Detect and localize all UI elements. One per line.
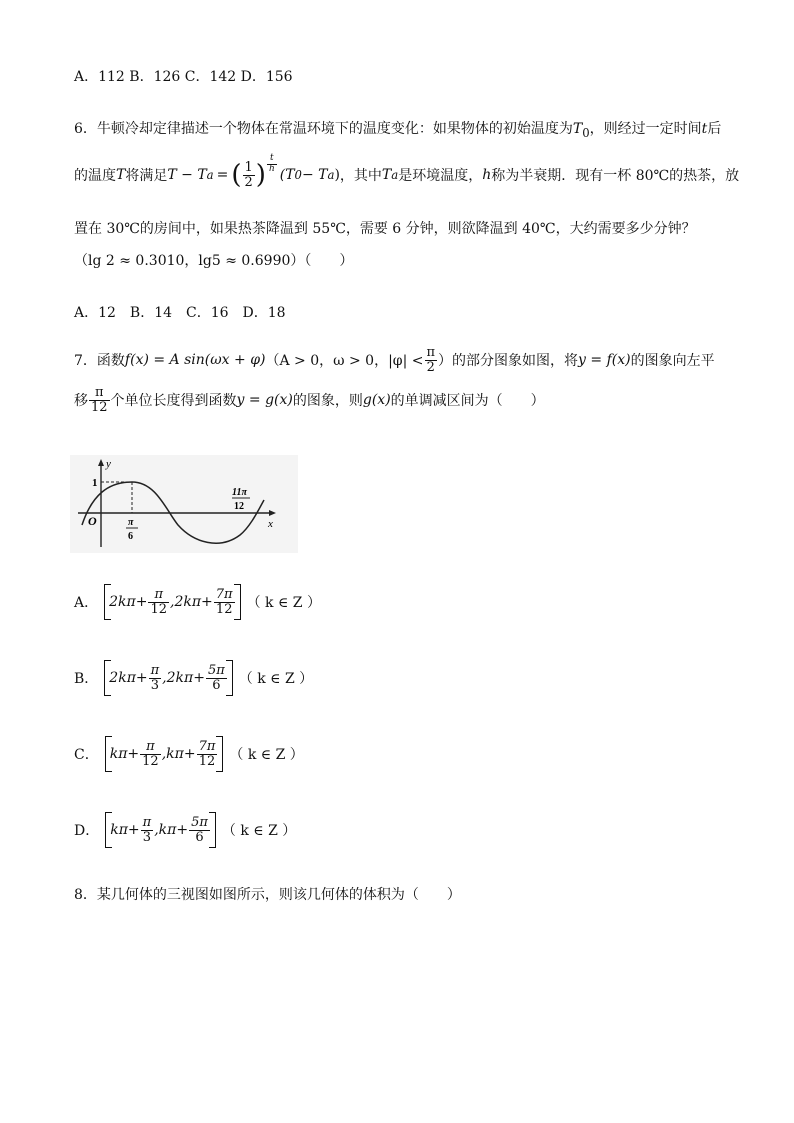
q7-ygx: y = g(x)	[236, 392, 293, 409]
q7-option-d	[74, 812, 296, 848]
y-label: y	[106, 458, 111, 470]
q6-Ta-sub: a	[391, 168, 399, 182]
pi6-numerator: π	[128, 517, 134, 528]
q6-rhs-close: )	[334, 167, 340, 183]
q6-half-n: 1	[244, 159, 253, 175]
q7-yfx: y = f(x)	[578, 352, 631, 369]
right-frac-d: 6	[212, 677, 221, 693]
right-frac-n: 7π	[215, 587, 233, 602]
q7-pi2-frac	[425, 346, 438, 374]
interval	[105, 736, 224, 772]
pi6-denominator: 6	[128, 531, 133, 542]
q6-rhs-sub0: 0	[294, 168, 302, 182]
q7-line2	[74, 386, 545, 414]
q7-pi2-d: 2	[426, 359, 435, 375]
q6-paren-close: )	[255, 160, 266, 190]
right-frac	[214, 588, 235, 616]
k-condition: （ k ∈ Z ）	[221, 823, 297, 840]
interval	[104, 660, 232, 696]
interval	[104, 584, 240, 620]
k-condition: （ k ∈ Z ）	[238, 671, 314, 688]
option-letter: C．	[74, 747, 99, 764]
right-frac	[189, 816, 210, 844]
q6-line2-c: ，其中	[339, 168, 382, 184]
q7-line2-a: 移	[74, 393, 88, 410]
q6-h: h	[482, 167, 492, 183]
left-frac-d: 3	[150, 677, 160, 693]
end-denominator: 12	[234, 501, 244, 512]
q7-pi12-n: π	[89, 386, 110, 401]
q6-line2-e: 称为半衰期．现有一杯 80℃的热茶，放	[491, 168, 740, 184]
interval-left: kπ+	[110, 822, 140, 839]
left-frac-n: π	[148, 588, 169, 603]
left-frac	[141, 816, 154, 844]
q6-text-c: 后	[707, 121, 722, 137]
option-letter: A．	[74, 595, 99, 612]
q7-option-a	[74, 584, 321, 620]
q6-line2-a: 的温度	[74, 168, 116, 184]
one-label: 1	[92, 477, 98, 489]
left-frac-n: π	[142, 815, 152, 830]
q7-line1-e: 的图象向左平	[630, 353, 715, 370]
q6-Ta: T	[381, 167, 392, 183]
q6-rhs: (T	[279, 167, 295, 183]
k-condition: （ k ∈ Z ）	[246, 595, 321, 612]
q7-option-c	[74, 736, 304, 772]
q6-T: T	[116, 167, 126, 183]
q6-rhs-minus: − T	[301, 167, 328, 183]
q7-gx: g(x)	[362, 392, 391, 409]
right-frac	[197, 740, 218, 768]
interval-left: 2kπ+	[109, 594, 148, 611]
q6-exp-t: t	[267, 154, 277, 164]
q7-line1-a: 7．函数	[74, 353, 125, 370]
interval-left: kπ+	[109, 746, 140, 763]
q6-text-b: ，则经过一定时间	[589, 121, 702, 137]
q5-options: A．112 B．126 C．142 D．156	[74, 69, 293, 85]
q7-line2-b: 个单位长度得到函数	[110, 393, 237, 410]
q7-sine-graph	[70, 455, 298, 553]
q8-question: 8．某几何体的三视图如图所示，则该几何体的体积为（ ）	[74, 887, 461, 903]
q6-text-a: 6．牛顿冷却定律描述一个物体在常温环境下的温度变化：如果物体的初始温度为	[74, 121, 573, 137]
q6-line2	[74, 153, 740, 190]
right-frac-n: 7π	[198, 739, 216, 754]
option-letter: D．	[74, 823, 100, 840]
q6-line2-b: 将满足	[125, 168, 168, 184]
q7-line2-c: 的图象，则	[292, 393, 363, 410]
left-frac-d: 12	[142, 753, 159, 769]
interval-right: ,2kπ+	[170, 594, 213, 611]
left-frac-d: 12	[150, 601, 167, 617]
option-letter: B．	[74, 671, 99, 688]
q6-t: t	[701, 121, 708, 137]
right-frac-n: 5π	[191, 815, 208, 830]
q6-line3: 置在 30℃的房间中，如果热茶降温到 55℃，需要 6 分钟，则欲降温到 40℃，大约需要多少分钟？	[74, 221, 696, 237]
q6-paren-open: (	[231, 160, 242, 190]
q6-lhs-sub: a	[206, 168, 214, 182]
right-frac-d: 12	[198, 753, 216, 769]
right-frac-d: 12	[215, 601, 233, 617]
q7-line1	[74, 346, 715, 374]
q6-line1	[74, 118, 721, 140]
k-condition: （ k ∈ Z ）	[229, 747, 304, 764]
left-frac-d: 3	[142, 829, 152, 845]
q7-pi2-n: π	[426, 345, 436, 360]
left-frac	[149, 664, 162, 692]
graph-background	[70, 455, 298, 553]
q6-rhs-suba: a	[327, 168, 335, 182]
end-numerator: 11π	[232, 487, 247, 498]
right-frac	[206, 664, 227, 692]
q6-formula-lhs: T − T	[167, 167, 207, 183]
left-frac	[140, 740, 161, 768]
q6-line4: （lg 2 ≈ 0.3010，lg5 ≈ 0.6990）（ ）	[74, 253, 354, 269]
interval-right: ,kπ+	[154, 822, 189, 839]
q7-line1-c: ）的部分图象如图，将	[438, 353, 579, 370]
q6-half-d: 2	[244, 174, 253, 190]
origin-label: O	[88, 514, 97, 528]
interval-right: ,2kπ+	[162, 670, 205, 687]
q6-line2-d: 是环境温度，	[398, 168, 483, 184]
q6-exp-h: h	[268, 163, 275, 174]
q7-pi12-d: 12	[91, 399, 108, 415]
q7-pi12-frac	[89, 386, 110, 414]
x-label: x	[268, 518, 273, 530]
left-frac-n: π	[140, 740, 161, 755]
interval-right: ,kπ+	[161, 746, 196, 763]
q6-equals: =	[216, 167, 229, 183]
q7-line2-d: 的单调减区间为（ ）	[390, 393, 545, 410]
q6-T0-sub: 0	[582, 125, 590, 140]
q6-exponent	[267, 154, 277, 174]
q6-T0: T	[572, 121, 583, 137]
q7-line1-b: （A > 0，ω > 0，|φ| <	[265, 353, 424, 370]
q7-option-b	[74, 660, 313, 696]
left-frac	[148, 588, 169, 616]
left-frac-n: π	[150, 663, 160, 678]
q7-func: f(x) = A sin(ωx + φ)	[124, 352, 266, 369]
right-frac-n: 5π	[207, 663, 225, 678]
interval-left: 2kπ+	[109, 670, 148, 687]
q6-options: A．12 B．14 C．16 D．18	[74, 305, 286, 321]
right-frac-d: 6	[195, 829, 204, 845]
q6-half-frac	[243, 161, 255, 189]
interval	[105, 812, 216, 848]
